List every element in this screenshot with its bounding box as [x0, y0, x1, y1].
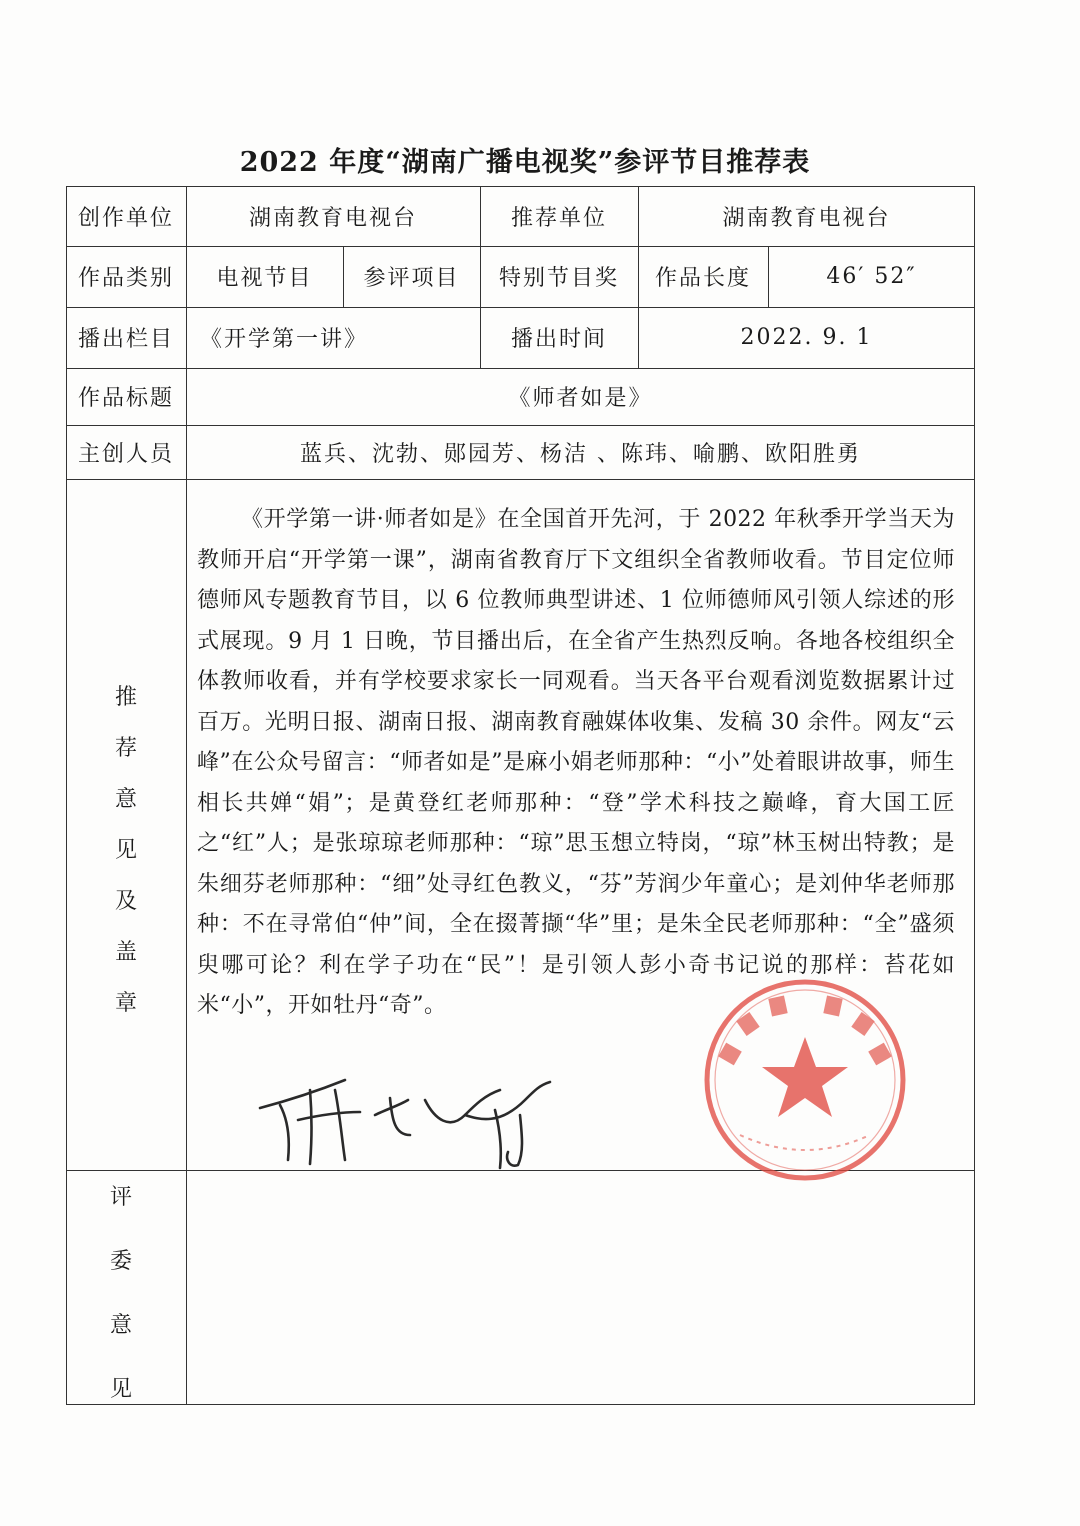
column-label: 播出栏目: [77, 327, 174, 352]
rec-label-char: 及: [114, 889, 137, 914]
work-title-label: 作品标题: [77, 386, 174, 411]
handwritten-signature: [250, 1060, 560, 1170]
category-value: 电视节目: [216, 266, 313, 291]
airtime-value: 2022. 9. 1: [740, 325, 873, 350]
column-value: 《开学第一讲》: [200, 327, 369, 352]
rec-label-char: 见: [114, 838, 137, 863]
review-label-char: 意: [109, 1313, 132, 1338]
rec-label-char: 章: [114, 991, 137, 1016]
rec-label-char: 荐: [114, 736, 137, 761]
review-label: [106, 1180, 136, 1403]
recommender-label: 推荐单位: [510, 205, 607, 231]
creator-value: 湖南教育电视台: [248, 205, 417, 231]
red-official-seal: [700, 975, 910, 1185]
staff-label: 主创人员: [77, 441, 174, 467]
recommendation-label: [108, 680, 144, 1017]
review-label-char: 评: [109, 1185, 132, 1210]
staff-value: 蓝兵、沈勃、郧园芳、杨洁 、陈玮、喻鹏、欧阳胜勇: [300, 441, 861, 467]
review-label-char: 委: [109, 1249, 132, 1274]
rec-label-char: 盖: [114, 940, 137, 965]
recommender-value: 湖南教育电视台: [722, 205, 891, 231]
length-label: 作品长度: [654, 266, 751, 291]
airtime-label: 播出时间: [510, 327, 607, 352]
item-value: 特别节目奖: [498, 266, 619, 291]
review-label-char: 见: [109, 1377, 132, 1402]
form-title: 2022 年度“湖南广播电视奖”参评节目推荐表: [239, 147, 811, 178]
work-title-value: 《师者如是》: [508, 386, 653, 411]
review-opinion-area: [187, 1171, 973, 1403]
rec-label-char: 意: [114, 787, 137, 812]
length-value: 46′ 52″: [826, 264, 917, 289]
recommendation-text: 《开学第一讲·师者如是》在全国首开先河，于 2022 年秋季开学当天为教师开启“开学第一课”，湖南省教育厅下文组织全省教师收看。节目定位师德师风专题教育节目，以 6 位教师典型讲述、1 位师德师风引领人综述的形式展现。9 月 1 日晚，节目播出后，在全省产生热烈反响。各地各校组织全体教师收看，并有学校要求家长一同观看。当天各平台观看浏览数据累计过百万。光明日报、湖南日报、湖南教育融媒体收集、发稿 30 余件。网友“云峰”在公众号留言：“师者如是”是麻小娟老师那种：“小”处着眼讲故事，师生相长共婵“娟”；是黄登红老师那种：“登”学术科技之巅峰，育大国工匠之“红”人；是张琼琼老师那种：“琼”思玉想立特岗，“琼”林玉树出特教；是朱细芬老师那种：“细”处寻红色教义，“芬”芳润少年童心；是刘仲华老师那种：不在寻常伯“仲”间，全在掇菁撷“华”里；是朱全民老师那种：“全”盛须臾哪可论？利在学子功在“民”！是引领人彭小奇书记说的那样：苔花如米“小”，开如牡丹“奇”。: [197, 507, 955, 1018]
item-label: 参评项目: [363, 266, 460, 291]
rec-label-char: 推: [114, 685, 137, 710]
category-label: 作品类别: [77, 266, 174, 291]
creator-label: 创作单位: [77, 205, 174, 231]
